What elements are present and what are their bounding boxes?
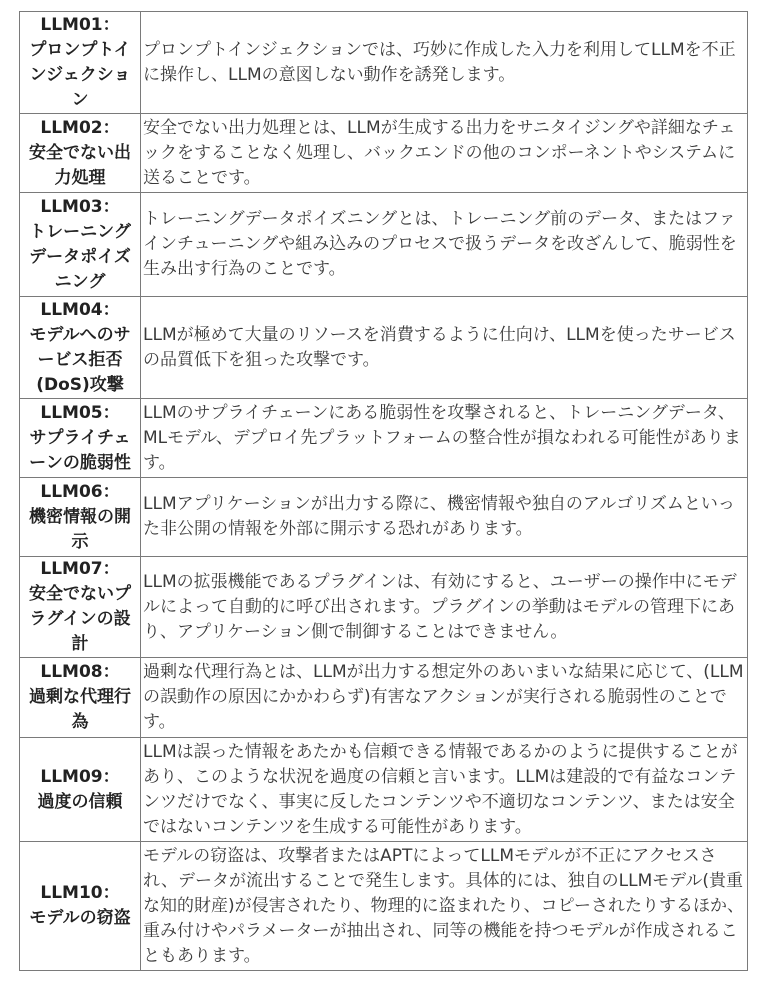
risk-description: LLMが極めて大量のリソースを消費するように仕向け、LLMを使ったサービスの品質低下を狙った攻撃です。 (141, 297, 748, 399)
risk-code: LLM09： (40, 766, 120, 787)
risk-description: 安全でない出力処理とは、LLMが生成する出力をサニタイジングや詳細なチェックをすることなく処理し、バックエンドの他のコンポーネントやシステムに送ることです。 (141, 114, 748, 193)
risk-title: モデルの窃盗 (29, 908, 131, 928)
risk-description: モデルの窃盗は、攻撃者またはAPTによってLLMモデルが不正にアクセスされ、データが流出することで発生します。具体的には、独自のLLMモデル(貴重な知的財産)が侵害されたり、物理的に盗まれたり、コピーされたりするほか、重み付けやパラメーターが抽出され、同等の機能を持つモデルが作成されることもあります。 (141, 842, 748, 971)
risk-code: LLM07： (40, 559, 120, 579)
risk-title: 過度の信頼 (37, 791, 123, 812)
risk-code: LLM05： (40, 402, 120, 423)
risk-code: LLM01： (40, 14, 120, 35)
risk-id-cell (20, 557, 141, 658)
risk-id-cell (20, 114, 141, 193)
table-row (20, 658, 748, 738)
risk-id-cell (20, 12, 141, 114)
table-row (20, 557, 748, 658)
table-row (20, 12, 748, 114)
risk-description: LLMは誤った情報をあたかも信頼できる情報であるかのように提供することがあり、このような状況を過度の信頼と言います。LLMは建設的で有益なコンテンツだけでなく、事実に反したコンテンツや不適切なコンテンツ、または安全ではないコンテンツを生成する可能性があります。 (141, 738, 748, 842)
risk-title: トレーニングデータポイズニング (29, 221, 131, 292)
risk-description: LLMのサプライチェーンにある脆弱性を攻撃されると、トレーニングデータ、MLモデル、デプロイ先プラットフォームの整合性が損なわれる可能性があります。 (141, 399, 748, 478)
llm-top10-table (19, 11, 748, 971)
risk-title: サプライチェーンの脆弱性 (29, 427, 131, 473)
risk-code: LLM04： (40, 299, 120, 320)
table-row (20, 399, 748, 478)
table-row (20, 114, 748, 193)
risk-title: 安全でない出力処理 (29, 142, 131, 188)
risk-title: 過剰な代理行為 (29, 687, 131, 732)
risk-description: プロンプトインジェクションでは、巧妙に作成した入力を利用してLLMを不正に操作し、LLMの意図しない動作を誘発します。 (141, 12, 748, 114)
risk-id-cell (20, 842, 141, 971)
table-row (20, 738, 748, 842)
risk-id-cell (20, 658, 141, 738)
table-body (20, 12, 748, 971)
risk-code: LLM08： (40, 662, 120, 682)
risk-id-cell (20, 193, 141, 297)
risk-description: 過剰な代理行為とは、LLMが出力する想定外のあいまいな結果に応じて、(LLMの誤動作の原因にかかわらず)有害なアクションが実行される脆弱性のことです。 (141, 658, 748, 738)
risk-title: 安全でないプラグインの設計 (29, 584, 131, 654)
risk-code: LLM03： (40, 196, 120, 217)
risk-id-cell (20, 478, 141, 557)
risk-title: 機密情報の開示 (29, 506, 131, 552)
risk-title: プロンプトインジェクション (29, 39, 131, 110)
table-row (20, 842, 748, 971)
risk-description: LLMアプリケーションが出力する際に、機密情報や独自のアルゴリズムといった非公開の情報を外部に開示する恐れがあります。 (141, 478, 748, 557)
risk-id-cell (20, 399, 141, 478)
table-row (20, 478, 748, 557)
risk-id-cell (20, 738, 141, 842)
risk-code: LLM06： (40, 481, 120, 502)
risk-description: LLMの拡張機能であるプラグインは、有効にすると、ユーザーの操作中にモデルによって自動的に呼び出されます。プラグインの挙動はモデルの管理下にあり、アプリケーション側で制御することはできません。 (141, 557, 748, 658)
risk-title: モデルへのサービス拒否(DoS)攻撃 (29, 324, 131, 395)
table-row (20, 193, 748, 297)
table-row (20, 297, 748, 399)
risk-id-cell (20, 297, 141, 399)
risk-code: LLM02： (40, 117, 120, 138)
risk-code: LLM10： (40, 883, 120, 903)
risk-description: トレーニングデータポイズニングとは、トレーニング前のデータ、またはファインチューニングや組み込みのプロセスで扱うデータを改ざんして、脆弱性を生み出す行為のことです。 (141, 193, 748, 297)
